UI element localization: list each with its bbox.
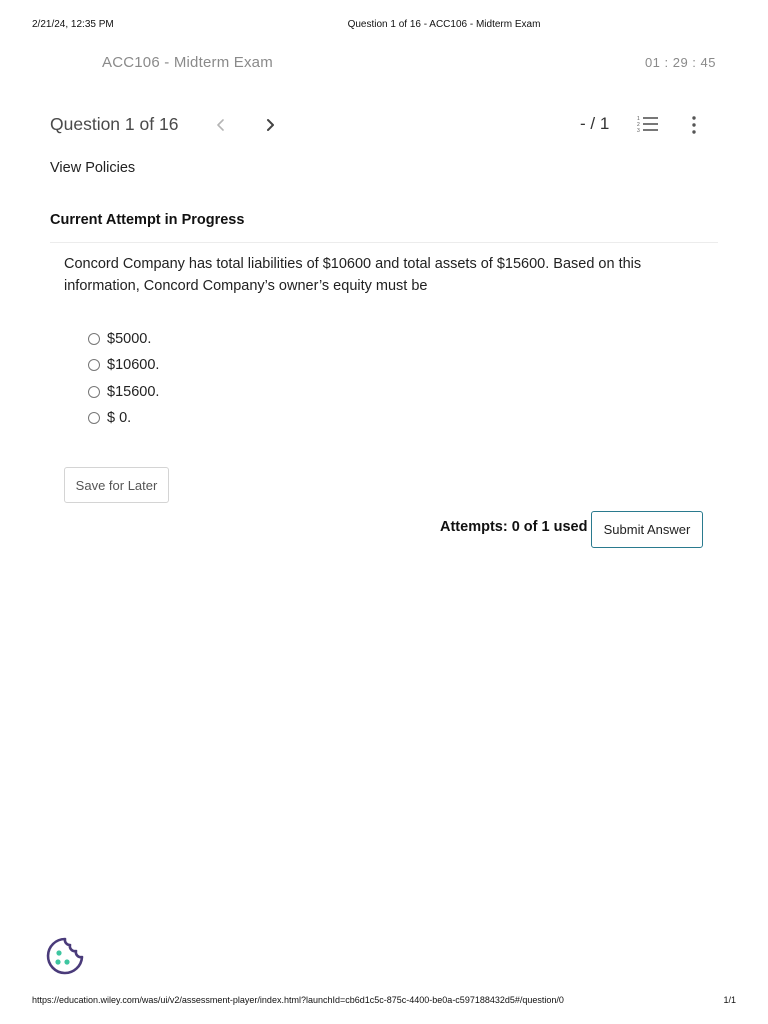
question-score: - / 1 bbox=[580, 114, 610, 133]
radio-button[interactable] bbox=[88, 412, 100, 424]
print-page-number: 1/1 bbox=[723, 995, 736, 1005]
previous-question-button[interactable] bbox=[209, 113, 233, 137]
more-options-button[interactable] bbox=[684, 114, 704, 136]
answer-option[interactable] bbox=[88, 326, 159, 352]
svg-text:1: 1 bbox=[637, 116, 640, 122]
next-question-button[interactable] bbox=[258, 113, 282, 137]
answer-option-label: $5000. bbox=[107, 331, 152, 348]
radio-button[interactable] bbox=[88, 333, 100, 345]
question-counter: Question 1 of 16 bbox=[50, 114, 179, 134]
svg-text:3: 3 bbox=[637, 128, 640, 134]
question-text: Concord Company has total liabilities of $10600 and total assets of $15600. Based on this information, Concord Company’s owner’s equity must be bbox=[64, 256, 642, 294]
print-footer bbox=[0, 995, 768, 1007]
answer-option[interactable] bbox=[88, 379, 159, 405]
print-datetime: 2/21/24, 12:35 PM bbox=[32, 19, 114, 30]
attempts-counter: Attempts: 0 of 1 used bbox=[440, 519, 588, 535]
chevron-left-icon bbox=[216, 118, 226, 132]
svg-text:2: 2 bbox=[637, 122, 640, 128]
exam-timer: 01 : 29 : 45 bbox=[644, 55, 716, 70]
divider bbox=[50, 242, 718, 243]
answer-options bbox=[88, 326, 159, 431]
question-navigation bbox=[50, 113, 718, 137]
answer-option-label: $ 0. bbox=[107, 410, 132, 427]
print-url: https://education.wiley.com/was/ui/v2/assessment-player/index.html?launchId=cb6d1c5c-875c-4400-be0a-c597188432d5#/question/0 bbox=[32, 995, 564, 1005]
cookie-icon bbox=[45, 936, 85, 976]
chevron-right-icon bbox=[265, 118, 275, 132]
print-header bbox=[0, 19, 768, 33]
exam-title: ACC106 - Midterm Exam bbox=[102, 54, 273, 71]
radio-button[interactable] bbox=[88, 359, 100, 371]
attempt-status-heading: Current Attempt in Progress bbox=[50, 212, 245, 228]
save-for-later-button[interactable]: Save for Later bbox=[64, 467, 169, 503]
numbered-list-icon bbox=[637, 114, 659, 134]
cookie-settings-button[interactable] bbox=[45, 936, 85, 976]
answer-option-label: $15600. bbox=[107, 383, 160, 400]
print-document-title: Question 1 of 16 - ACC106 - Midterm Exam bbox=[347, 19, 541, 30]
question-list-button[interactable] bbox=[637, 114, 661, 136]
answer-option[interactable] bbox=[88, 405, 159, 431]
view-policies-link[interactable]: View Policies bbox=[50, 160, 136, 176]
answer-option[interactable] bbox=[88, 352, 159, 378]
radio-button[interactable] bbox=[88, 386, 100, 398]
answer-option-label: $10600. bbox=[107, 357, 160, 374]
more-vertical-icon bbox=[684, 114, 704, 136]
submit-answer-button[interactable]: Submit Answer bbox=[591, 511, 703, 548]
